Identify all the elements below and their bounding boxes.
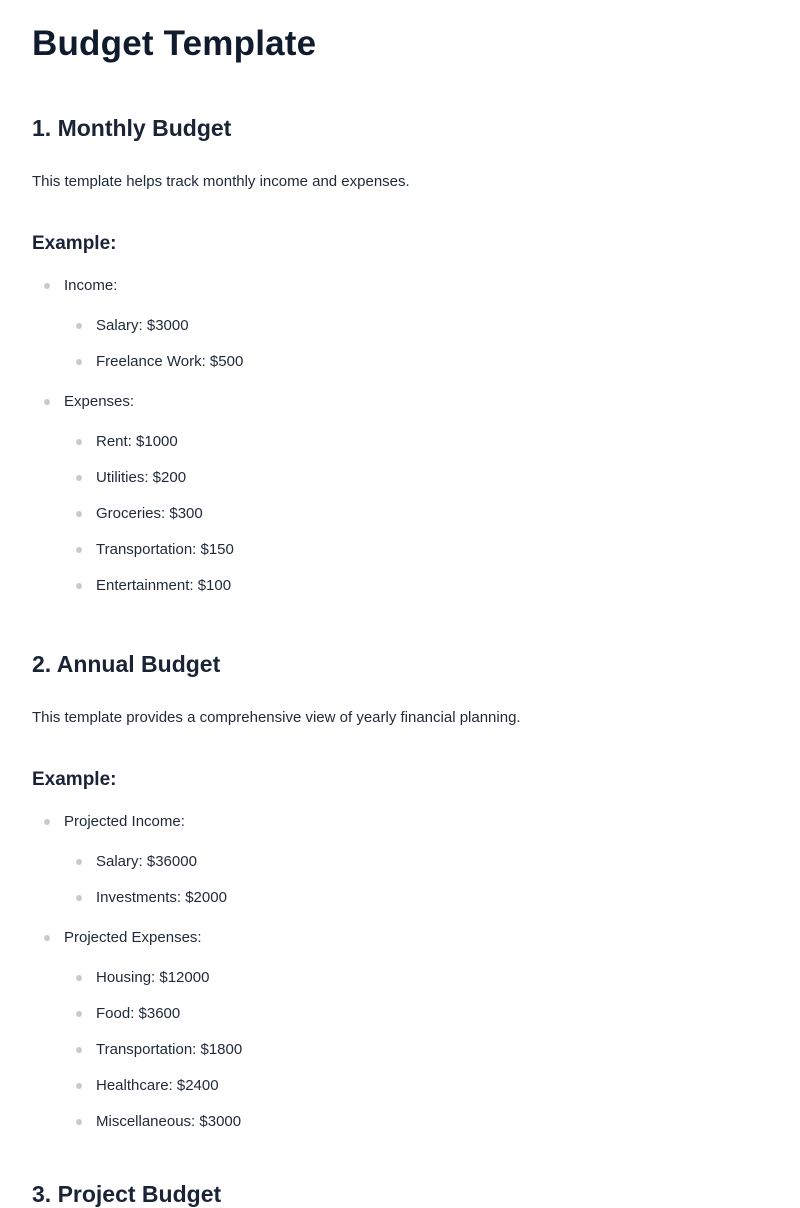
list-item [96,1076,219,1096]
bullet [76,895,82,901]
bullet [76,359,82,365]
list-item-label: Investments: $2000 [96,889,227,906]
bullet [76,511,82,517]
section-heading: 1. Monthly Budget [32,115,232,141]
list-item [96,352,243,372]
list-item-label: Healthcare: $2400 [96,1077,219,1094]
section-description: This template provides a comprehensive view of yearly financial planning. [32,709,521,726]
group-label: Projected Income: [64,813,185,830]
bullet [44,399,50,405]
page-title: Budget Template [32,24,317,63]
section-description: This template helps track monthly income and expenses. [32,173,410,190]
bullet [76,1011,82,1017]
bullet [76,439,82,445]
group-label: Expenses: [64,393,135,410]
bullet [44,283,50,289]
list-item [64,392,134,412]
bullet [76,975,82,981]
bullet [76,583,82,589]
list-item [96,504,203,524]
list-item [96,576,231,596]
list-item [96,1004,180,1024]
bullet [76,547,82,553]
list-item-label: Food: $3600 [96,1005,181,1022]
list-item-label: Rent: $1000 [96,433,178,450]
section-monthly-budget [32,114,768,594]
section-annual-budget [32,650,768,1130]
list-item-label: Transportation: $150 [96,541,234,558]
list-item [96,1040,242,1060]
bullet [76,1119,82,1125]
list-item-label: Transportation: $1800 [96,1041,243,1058]
list-item [96,316,189,336]
section-project-budget [32,1180,768,1208]
list-item [64,276,117,296]
list-item-label: Housing: $12000 [96,969,210,986]
list-item [96,1112,241,1132]
list-item-label: Miscellaneous: $3000 [96,1113,242,1130]
group-label: Income: [64,277,118,294]
section-heading: 2. Annual Budget [32,651,221,677]
example-label: Example: [32,769,117,790]
list-item-label: Salary: $3000 [96,317,189,334]
bullet [44,935,50,941]
list-item [96,888,227,908]
example-label: Example: [32,233,117,254]
list-item [96,968,209,988]
section-heading: 3. Project Budget [32,1181,222,1207]
bullet [76,1047,82,1053]
list-item-label: Utilities: $200 [96,469,187,486]
list-item [64,812,185,832]
bullet [76,1083,82,1089]
list-item-label: Entertainment: $100 [96,577,232,594]
list-item [96,468,186,488]
list-item [96,540,234,560]
bullet [76,323,82,329]
list-item-label: Freelance Work: $500 [96,353,244,370]
group-label: Projected Expenses: [64,929,202,946]
list-item [96,432,178,452]
list-item-label: Salary: $36000 [96,853,197,870]
bullet [76,475,82,481]
list-item-label: Groceries: $300 [96,505,203,522]
bullet [76,859,82,865]
list-item [96,852,197,872]
bullet [44,819,50,825]
list-item [64,928,202,948]
